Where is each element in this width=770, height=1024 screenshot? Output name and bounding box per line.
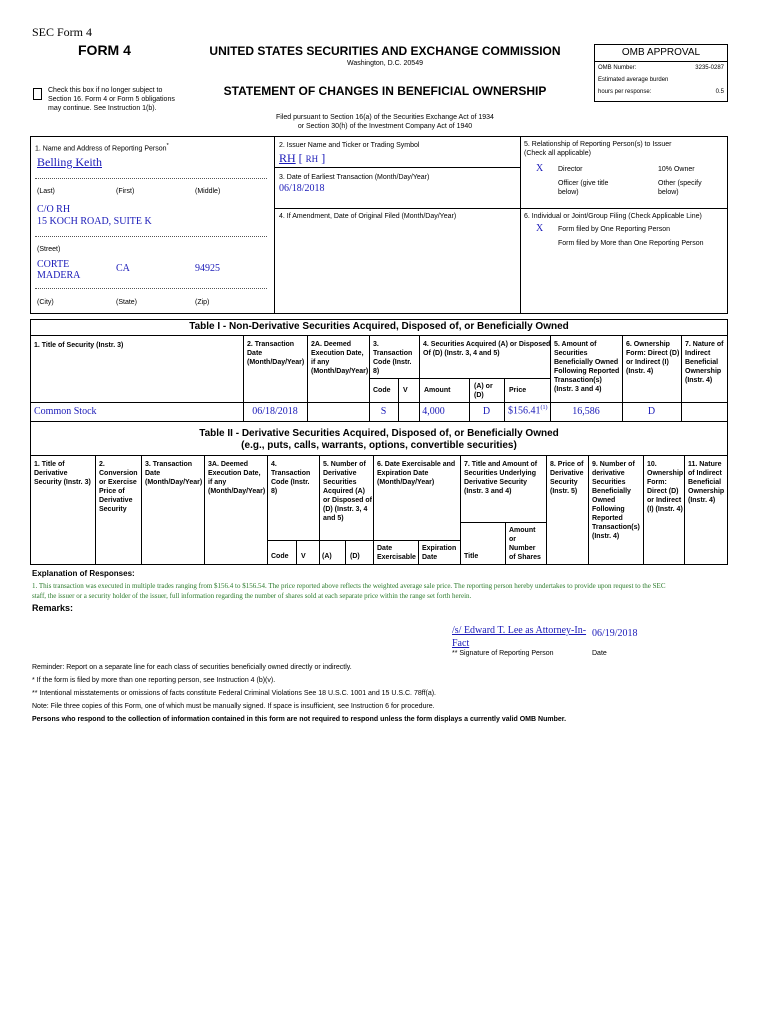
t2-h-underlying: 7. Title and Amount of Securities Underlying Derivative Security (Instr. 3 and 4) bbox=[464, 461, 538, 495]
omb-title: OMB APPROVAL bbox=[595, 45, 727, 62]
director-mark: X bbox=[536, 163, 544, 174]
omb-hours-label: hours per response: bbox=[598, 89, 652, 95]
city-value: CORTE MADERA bbox=[37, 259, 81, 281]
no-longer-subject-checkbox[interactable] bbox=[33, 88, 42, 100]
explanation-label: Explanation of Responses: bbox=[32, 569, 135, 578]
t1-h-title: 1. Title of Security (Instr. 3) bbox=[34, 342, 124, 349]
middle-label: (Middle) bbox=[195, 188, 221, 195]
state-value: CA bbox=[116, 263, 130, 274]
issuer-name: RH [ RH ] bbox=[279, 151, 326, 165]
t1-row-amount: 4,000 bbox=[422, 406, 445, 417]
one-person-label: Form filed by One Reporting Person bbox=[558, 226, 671, 233]
reporting-person-name: Belling Keith bbox=[37, 155, 102, 169]
signature-date: 06/19/2018 bbox=[592, 628, 638, 639]
t2-h-code: 4. Transaction Code (Instr. 8) bbox=[271, 461, 311, 495]
state-label: (State) bbox=[116, 299, 138, 306]
t2-h-nature: 11. Nature of Indirect Beneficial Ownership (Instr. 4) bbox=[688, 461, 725, 504]
issuer-label: 2. Issuer Name and Ticker or Trading Symbol bbox=[279, 142, 420, 149]
t1-h-ownership-form: 6. Ownership Form: Direct (D) or Indirect (I) (Instr. 4) bbox=[626, 341, 680, 375]
explanation-text: 1. This transaction was executed in multiple trades ranging from $156.4 to $156.54. The price reported above reflects the weighted average sale price. The reporting person hereby undertakes to provide upon request to the SEC staff, the issuer or a security holder of the issuer, full information regarding the number of shares sold at each separate price within the range set forth herein. bbox=[32, 582, 666, 600]
t2-sub-v: V bbox=[301, 553, 306, 560]
relationship-label: 5. Relationship of Reporting Person(s) to Issuer (Check all applicable) bbox=[524, 141, 672, 157]
checkbox-instructions: Check this box if no longer subject to Section 16. Form 4 or Form 5 obligations may continue. See Instruction 1(b). bbox=[48, 87, 175, 112]
amendment-label: 4. If Amendment, Date of Original Filed (Month/Day/Year) bbox=[279, 213, 457, 220]
signature-label: ** Signature of Reporting Person bbox=[452, 650, 554, 657]
omb-number-value: 3235-0287 bbox=[695, 65, 724, 71]
zip-value: 94925 bbox=[195, 263, 220, 274]
t2-h-conversion: 2. Conversion or Exercise Price of Derivative Security bbox=[99, 461, 138, 513]
t1-h-date: 2. Transaction Date (Month/Day/Year) bbox=[247, 341, 305, 366]
note-reminder: Reminder: Report on a separate line for each class of securities beneficially owned directly or indirectly. bbox=[32, 664, 352, 671]
agency-city: Washington, D.C. 20549 bbox=[346, 60, 423, 67]
t2-h-date: 3. Transaction Date (Month/Day/Year) bbox=[145, 461, 203, 486]
t1-sub-code: Code bbox=[373, 387, 391, 394]
filing-label: 6. Individual or Joint/Group Filing (Check Applicable Line) bbox=[524, 213, 702, 220]
last-label: (Last) bbox=[37, 188, 55, 195]
t1-h-code: 3. Transaction Code (Instr. 8) bbox=[373, 341, 413, 375]
street-address: C/O RH 15 KOCH ROAD, SUITE K bbox=[37, 204, 152, 227]
more-persons-label: Form filed by More than One Reporting Person bbox=[558, 240, 704, 247]
omb-hours-value: 0.5 bbox=[715, 89, 724, 95]
note-multiple-persons: * If the form is filed by more than one reporting person, see Instruction 4 (b)(v). bbox=[32, 677, 276, 684]
t1-row-date: 06/18/2018 bbox=[252, 406, 298, 417]
t1-row-security: Common Stock bbox=[34, 406, 97, 417]
omb-burden-label: Estimated average burden bbox=[598, 77, 669, 83]
form-title: FORM 4 bbox=[78, 42, 131, 58]
t1-sub-ad: (A) or (D) bbox=[474, 383, 493, 399]
note-misstatements: ** Intentional misstatements or omissions of facts constitute Federal Criminal Violations See 18 U.S.C. 1001 and 15 U.S.C. 78ff(a). bbox=[32, 690, 436, 697]
omb-approval-box bbox=[594, 44, 728, 102]
t2-sub-title: Title bbox=[464, 553, 479, 560]
signature-value: /s/ Edward T. Lee as Attorney-In- Fact bbox=[452, 625, 587, 649]
officer-label: Officer (give title below) bbox=[558, 180, 609, 196]
t2-sub-expiration: Expiration Date bbox=[422, 545, 457, 561]
other-label: Other (specify below) bbox=[658, 180, 702, 196]
t1-row-code: S bbox=[380, 406, 387, 417]
remarks-label: Remarks: bbox=[32, 603, 74, 613]
table-2-title: Table II - Derivative Securities Acquired, Disposed of, or Beneficially Owned (e.g., puts, calls, warrants, options, convertible securities) bbox=[199, 428, 559, 451]
city-label: (City) bbox=[37, 299, 54, 306]
date-label: Date bbox=[592, 650, 607, 657]
earliest-transaction-label: 3. Date of Earliest Transaction (Month/Day/Year) bbox=[279, 174, 430, 181]
t2-sub-code: Code bbox=[271, 553, 289, 560]
t1-row-form: D bbox=[647, 406, 656, 417]
t1-row-ad: D bbox=[482, 406, 491, 417]
t1-sub-v: V bbox=[403, 387, 408, 394]
director-label: Director bbox=[558, 166, 583, 173]
t2-h-number: 5. Number of Derivative Securities Acquired (A) or Disposed of (D) (Instr. 3, 4 and 5) bbox=[323, 461, 373, 522]
statement-title: STATEMENT OF CHANGES IN BENEFICIAL OWNERSHIP bbox=[223, 84, 547, 98]
t1-h-deemed: 2A. Deemed Execution Date, if any (Month/Day/Year) bbox=[311, 341, 369, 375]
t2-sub-amount: Amount or Number of Shares bbox=[509, 527, 541, 561]
t2-h-deemed: 3A. Deemed Execution Date, if any (Month/Day/Year) bbox=[208, 461, 266, 495]
omb-number-label: OMB Number: bbox=[598, 65, 637, 71]
t1-row-owned: 16,586 bbox=[572, 406, 600, 417]
t2-h-owned: 9. Number of derivative Securities Beneficially Owned Following Reported Transaction(s) (Instr. 4) bbox=[592, 461, 640, 540]
doc-label: SEC Form 4 bbox=[32, 25, 93, 39]
one-person-mark: X bbox=[536, 223, 544, 234]
earliest-transaction-date: 06/18/2018 bbox=[279, 183, 325, 194]
t1-h-nature: 7. Nature of Indirect Beneficial Ownership (Instr. 4) bbox=[685, 341, 724, 384]
t1-h-acquired: 4. Securities Acquired (A) or Disposed Of (D) (Instr. 3, 4 and 5) bbox=[423, 341, 551, 357]
filed-pursuant: Filed pursuant to Section 16(a) of the Securities Exchange Act of 1934 or Section 30(h) of the Investment Company Act of 1940 bbox=[276, 114, 494, 130]
note-copies: Note: File three copies of this Form, one of which must be manually signed. If space is insufficient, see Instruction 6 for procedure. bbox=[32, 703, 435, 710]
t1-h-amount-owned: 5. Amount of Securities Beneficially Owned Following Reported Transaction(s) (Instr. 3 and 4) bbox=[554, 341, 620, 393]
t2-h-title: 1. Title of Derivative Security (Instr. 3) bbox=[34, 461, 91, 486]
table-1-title: Table I - Non-Derivative Securities Acquired, Disposed of, or Beneficially Owned bbox=[189, 321, 569, 332]
t1-sub-price: Price bbox=[509, 387, 527, 394]
t2-h-price: 8. Price of Derivative Security (Instr. 5) bbox=[550, 461, 584, 495]
reporting-person-label: 1. Name and Address of Reporting Person* bbox=[35, 143, 169, 153]
t2-h-ownership-form: 10. Ownership Form: Direct (D) or Indirect (I) (Instr. 4) bbox=[647, 461, 684, 513]
t2-sub-date-exercisable: Date Exercisable bbox=[377, 545, 416, 561]
first-label: (First) bbox=[116, 188, 135, 195]
t1-row-price: $156.41$^{(1)}$ bbox=[508, 405, 548, 417]
t2-sub-d: (D) bbox=[350, 553, 360, 560]
t2-h-exercisable: 6. Date Exercisable and Expiration Date (Month/Day/Year) bbox=[377, 461, 456, 486]
ten-pct-owner-label: 10% Owner bbox=[658, 166, 695, 173]
note-omb: Persons who respond to the collection of information contained in this form are not required to respond unless the form displays a currently valid OMB Number. bbox=[32, 716, 567, 723]
agency-name: UNITED STATES SECURITIES AND EXCHANGE COMMISSION bbox=[209, 44, 561, 58]
street-label: (Street) bbox=[37, 246, 61, 253]
t1-sub-amount: Amount bbox=[424, 387, 451, 394]
t2-sub-a: (A) bbox=[322, 553, 332, 560]
zip-label: (Zip) bbox=[195, 299, 210, 306]
